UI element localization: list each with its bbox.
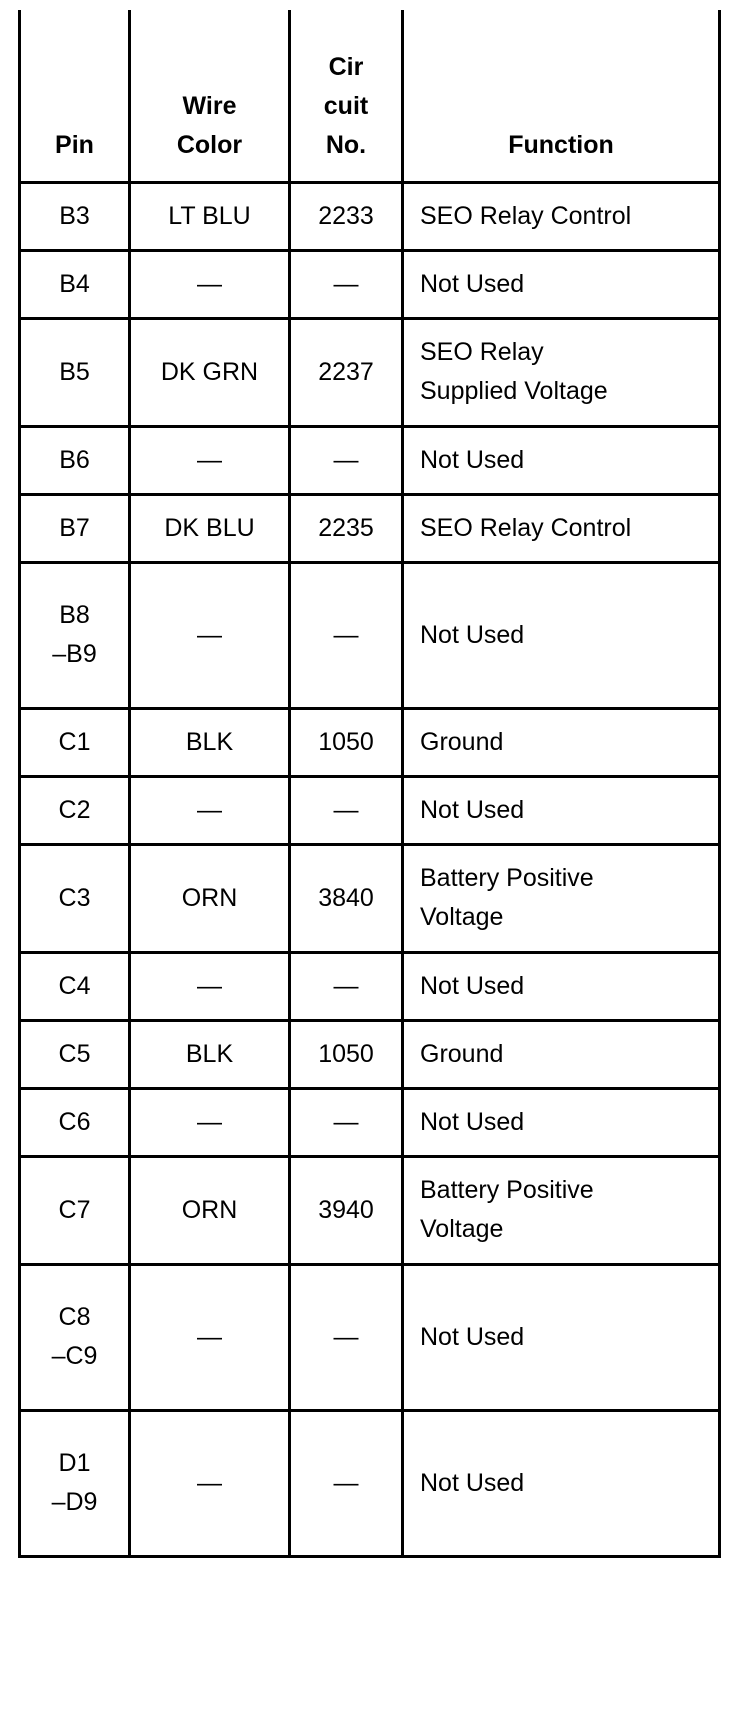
- table-row: [20, 1410, 720, 1556]
- table-row: [20, 1020, 720, 1088]
- function-cell: Battery Positive Voltage: [403, 1156, 720, 1264]
- pin-cell: B4: [20, 250, 130, 318]
- table-row: [20, 708, 720, 776]
- pin-cell: D1 –D9: [20, 1410, 130, 1556]
- function-cell: Not Used: [403, 1264, 720, 1410]
- pin-cell: C8 –C9: [20, 1264, 130, 1410]
- wire-color-cell: LT BLU: [130, 182, 290, 250]
- circuit-cell: —: [290, 776, 403, 844]
- table-row: [20, 494, 720, 562]
- function-cell: SEO Relay Supplied Voltage: [403, 318, 720, 426]
- function-cell: Ground: [403, 708, 720, 776]
- wire-color-cell: —: [130, 250, 290, 318]
- function-cell: Not Used: [403, 562, 720, 708]
- function-cell: Not Used: [403, 250, 720, 318]
- table-row: [20, 250, 720, 318]
- pin-cell: B6: [20, 426, 130, 494]
- wire-color-cell: —: [130, 952, 290, 1020]
- circuit-cell: 3840: [290, 844, 403, 952]
- circuit-cell: —: [290, 426, 403, 494]
- pin-cell: B5: [20, 318, 130, 426]
- function-cell: Not Used: [403, 1088, 720, 1156]
- function-cell: Not Used: [403, 1410, 720, 1556]
- wire-color-cell: —: [130, 1264, 290, 1410]
- pin-cell: C6: [20, 1088, 130, 1156]
- wire-color-cell: DK BLU: [130, 494, 290, 562]
- wire-color-cell: —: [130, 1410, 290, 1556]
- header-wire-color: Wire Color: [130, 10, 290, 182]
- pin-cell: C1: [20, 708, 130, 776]
- circuit-cell: —: [290, 1410, 403, 1556]
- function-cell: SEO Relay Control: [403, 182, 720, 250]
- function-cell: Not Used: [403, 776, 720, 844]
- function-cell: Battery Positive Voltage: [403, 844, 720, 952]
- pin-cell: B7: [20, 494, 130, 562]
- circuit-cell: 1050: [290, 1020, 403, 1088]
- circuit-cell: —: [290, 952, 403, 1020]
- circuit-cell: 3940: [290, 1156, 403, 1264]
- table-row: [20, 776, 720, 844]
- circuit-cell: 2235: [290, 494, 403, 562]
- function-cell: SEO Relay Control: [403, 494, 720, 562]
- table-row: [20, 1264, 720, 1410]
- pin-cell: B8 –B9: [20, 562, 130, 708]
- wire-color-cell: —: [130, 562, 290, 708]
- function-cell: Ground: [403, 1020, 720, 1088]
- function-cell: Not Used: [403, 426, 720, 494]
- circuit-cell: —: [290, 1264, 403, 1410]
- wire-color-cell: —: [130, 1088, 290, 1156]
- table-row: [20, 1088, 720, 1156]
- circuit-cell: —: [290, 1088, 403, 1156]
- header-function: Function: [403, 10, 720, 182]
- table-row: [20, 182, 720, 250]
- table-row: [20, 1156, 720, 1264]
- wire-color-cell: BLK: [130, 1020, 290, 1088]
- circuit-cell: —: [290, 250, 403, 318]
- pin-cell: C5: [20, 1020, 130, 1088]
- circuit-cell: 1050: [290, 708, 403, 776]
- circuit-cell: 2237: [290, 318, 403, 426]
- pin-cell: C4: [20, 952, 130, 1020]
- wire-color-cell: DK GRN: [130, 318, 290, 426]
- table-row: [20, 426, 720, 494]
- header-pin: Pin: [20, 10, 130, 182]
- connector-pinout-table: [18, 10, 721, 1558]
- header-row: [20, 10, 720, 182]
- wire-color-cell: ORN: [130, 1156, 290, 1264]
- header-circuit-no: Cir cuit No.: [290, 10, 403, 182]
- pin-cell: C3: [20, 844, 130, 952]
- pin-cell: B3: [20, 182, 130, 250]
- pin-cell: C2: [20, 776, 130, 844]
- pin-cell: C7: [20, 1156, 130, 1264]
- wire-color-cell: BLK: [130, 708, 290, 776]
- circuit-cell: 2233: [290, 182, 403, 250]
- table-row: [20, 562, 720, 708]
- table-row: [20, 318, 720, 426]
- table-row: [20, 952, 720, 1020]
- table-row: [20, 844, 720, 952]
- wire-color-cell: ORN: [130, 844, 290, 952]
- function-cell: Not Used: [403, 952, 720, 1020]
- wire-color-cell: —: [130, 776, 290, 844]
- wire-color-cell: —: [130, 426, 290, 494]
- circuit-cell: —: [290, 562, 403, 708]
